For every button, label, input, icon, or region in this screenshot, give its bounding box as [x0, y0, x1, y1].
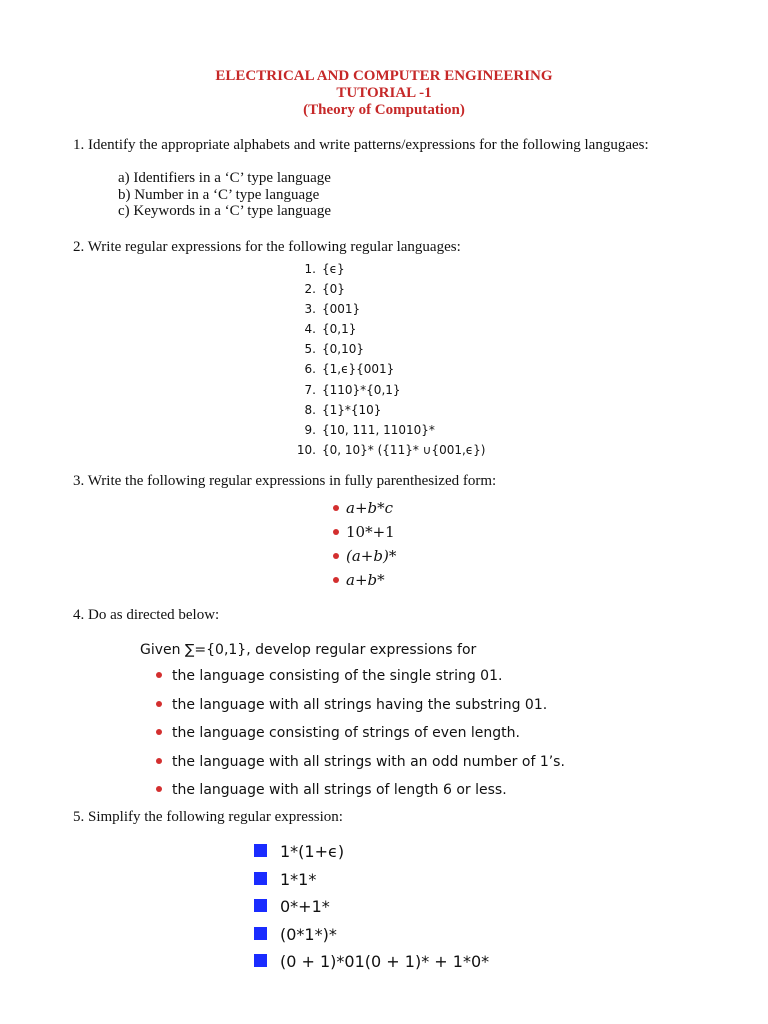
question-1-items	[118, 170, 331, 220]
item-expression: 10*+1	[346, 523, 395, 541]
bullet-dot-icon	[333, 553, 339, 559]
list-item	[294, 299, 486, 319]
item-expression: {0}	[322, 282, 345, 297]
item-number: 9.	[304, 422, 316, 437]
list-item	[254, 893, 489, 921]
question-4-items	[156, 662, 565, 805]
question-4: 4. Do as directed below:	[73, 607, 220, 623]
item-number: 1.	[304, 262, 316, 276]
item-expression: {1}*{10}	[322, 402, 382, 417]
question-2-items	[294, 259, 486, 460]
item-expression: {0,10}	[322, 342, 364, 357]
list-item	[156, 748, 565, 777]
bullet-square-icon	[254, 899, 267, 912]
list-item	[333, 520, 396, 544]
item-text: the language with all strings having the substring 01.	[172, 696, 548, 713]
item-expression: (0*1*)*	[280, 924, 337, 944]
item-text: the language consisting of the single string 01.	[172, 668, 503, 684]
question-1: 1. Identify the appropriate alphabets and write patterns/expressions for the following langugaes:	[73, 137, 649, 153]
question-2: 2. Write regular expressions for the following regular languages:	[73, 239, 461, 255]
item-expression: {110}*{0,1}	[322, 382, 401, 397]
list-item	[294, 259, 486, 279]
list-item	[294, 359, 486, 379]
list-item	[156, 776, 565, 805]
list-item	[156, 662, 565, 691]
item-number: 5.	[304, 342, 316, 357]
item-expression: (0 + 1)*01(0 + 1)* + 1*0*	[280, 952, 490, 971]
list-item	[294, 440, 486, 460]
bullet-dot-icon	[156, 729, 162, 735]
item-text: the language with all strings with an odd number of 1’s.	[172, 753, 565, 770]
item-expression: 1*(1+ϵ)	[280, 842, 345, 861]
list-item: c) Keywords in a ‘C’ type language	[118, 203, 331, 219]
bullet-dot-icon	[333, 577, 339, 583]
list-item	[294, 400, 486, 420]
header-tutorial: TUTORIAL -1	[336, 85, 432, 101]
question-5-items	[254, 838, 489, 976]
bullet-square-icon	[254, 927, 267, 940]
header-department: ELECTRICAL AND COMPUTER ENGINEERING	[215, 68, 553, 84]
item-number: 6.	[304, 362, 316, 377]
list-item	[254, 948, 489, 976]
question-3-items	[333, 496, 396, 592]
item-number: 7.	[304, 382, 316, 397]
bullet-dot-icon	[156, 758, 162, 764]
item-expression: 0*+1*	[280, 897, 330, 916]
question-3: 3. Write the following regular expressions in fully parenthesized form:	[73, 473, 497, 489]
list-item: b) Number in a ‘C’ type language	[118, 186, 320, 203]
bullet-square-icon	[254, 954, 267, 967]
item-text: the language with all strings of length 6 or less.	[172, 782, 507, 798]
list-item	[333, 568, 396, 592]
header-subject: (Theory of Computation)	[303, 102, 465, 118]
list-item	[294, 339, 486, 359]
list-item	[294, 319, 486, 339]
item-expression: {ϵ}	[322, 262, 345, 276]
bullet-dot-icon	[156, 786, 162, 792]
item-expression: {0, 10}* ({11}* ∪{001,ϵ})	[322, 442, 486, 457]
item-number: 3.	[304, 302, 316, 317]
item-expression: {10, 111, 11010}*	[322, 422, 435, 437]
list-item	[254, 838, 489, 866]
list-item	[294, 420, 486, 440]
list-item	[254, 866, 489, 894]
document-header	[0, 68, 768, 119]
bullet-dot-icon	[333, 505, 339, 511]
question-4-given: Given ∑={0,1}, develop regular expressions for	[140, 642, 477, 658]
item-number: 8.	[304, 402, 316, 417]
item-expression: 1*1*	[280, 869, 317, 889]
list-item	[156, 691, 565, 720]
bullet-dot-icon	[333, 529, 339, 535]
item-number: 10.	[296, 442, 316, 457]
item-expression: a+b*	[346, 571, 385, 589]
item-expression: {0,1}	[322, 322, 357, 337]
item-number: 2.	[304, 282, 316, 297]
bullet-dot-icon	[156, 672, 162, 678]
bullet-square-icon	[254, 844, 267, 857]
item-expression: a+b*c	[346, 499, 394, 517]
list-item: a) Identifiers in a ‘C’ type language	[118, 170, 331, 186]
list-item	[254, 921, 489, 949]
bullet-dot-icon	[156, 701, 162, 707]
list-item	[294, 380, 486, 400]
item-number: 4.	[304, 322, 316, 337]
list-item	[333, 496, 396, 520]
list-item	[294, 279, 486, 299]
list-item	[333, 544, 396, 568]
item-expression: {001}	[322, 302, 361, 317]
item-expression: {1,ϵ}{001}	[322, 362, 395, 377]
bullet-square-icon	[254, 872, 267, 885]
item-expression: (a+b)*	[346, 547, 397, 565]
item-text: the language consisting of strings of even length.	[172, 725, 520, 741]
list-item	[156, 719, 565, 748]
question-5: 5. Simplify the following regular expression:	[73, 809, 343, 825]
